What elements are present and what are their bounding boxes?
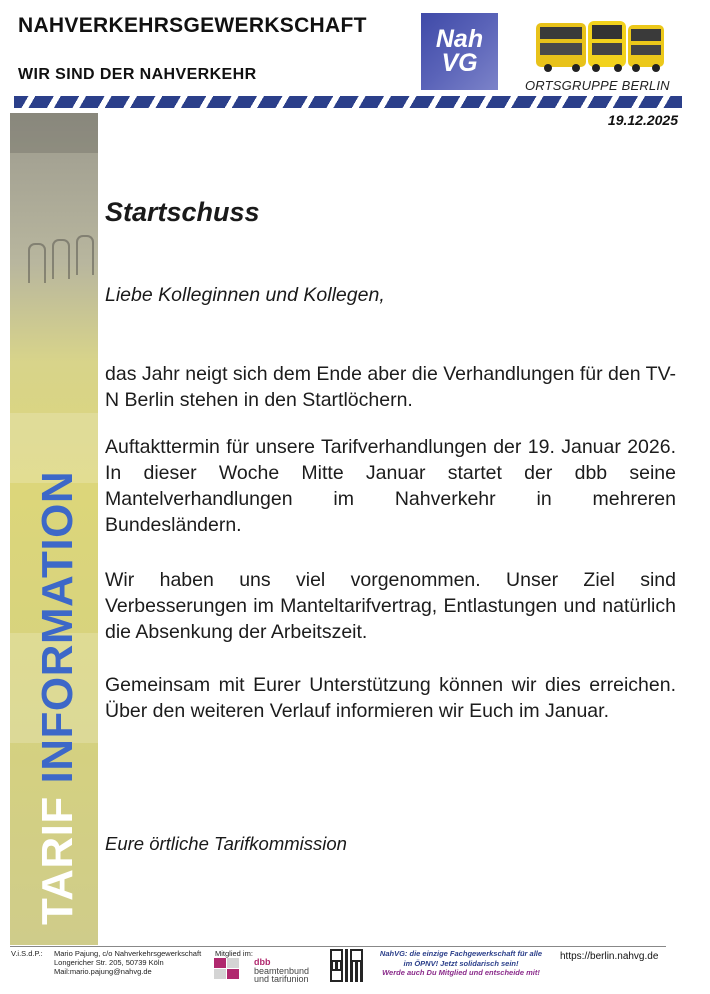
footer-divider [10, 946, 666, 947]
sidebar-word-tarif: TARIF [33, 796, 82, 925]
qr-code[interactable] [330, 949, 363, 982]
logo-line1: Nah [435, 25, 484, 53]
slogan-line: Werde auch Du Mitglied und entscheide mit! [382, 968, 540, 977]
paragraph: Auftakttermin für unsere Tarifverhandlungen der 19. Januar 2026. In dieser Woche Mitte Januar startet der dbb seine Mantelverhandlungen im Nahverkehr in mehreren Bundesländern. [105, 436, 676, 536]
member-label: Mitglied im: [215, 949, 253, 958]
logo-line2: VG [441, 49, 478, 77]
footer-address [54, 949, 201, 976]
dbb-line: beamtenbund [254, 965, 310, 976]
website-link[interactable]: https://berlin.nahvg.de [560, 951, 659, 962]
headline: Startschuss [105, 197, 260, 227]
dbb-logo-mark [214, 958, 240, 980]
address-line: Mario Pajung, c/o Nahverkehrsgewerkschaft [54, 949, 202, 958]
header-stripe-divider [14, 96, 682, 108]
membership-slogan [366, 949, 556, 978]
dbb-line: dbb [254, 957, 271, 967]
slogan-line: im ÖPNV! Jetzt solidarisch sein! [403, 958, 519, 968]
greeting: Liebe Kolleginnen und Kollegen, [105, 284, 385, 306]
nahvg-logo [421, 13, 498, 90]
visdp-label: V.i.S.d.P.: [11, 949, 43, 958]
address-email: Mail:mario.pajung@nahvg.de [54, 967, 152, 976]
paragraph: das Jahr neigt sich dem Ende aber die Verhandlungen für den TV-N Berlin stehen in den Startlöchern. [105, 363, 676, 411]
header-slogan: WIR SIND DER NAHVERKEHR [18, 66, 257, 83]
sidebar-word-information: INFORMATION [33, 470, 82, 784]
ortsgruppe-label: ORTSGRUPPE BERLIN [525, 78, 670, 93]
address-line: Longericher Str. 205, 50739 Köln [54, 958, 164, 967]
paragraph: Gemeinsam mit Eurer Unterstützung können wir dies erreichen. Über den weiteren Verlauf informieren wir Euch im Januar. [105, 674, 676, 722]
signature: Eure örtliche Tarifkommission [105, 833, 347, 854]
dbb-logo-text [254, 958, 309, 984]
slogan-line: NahVG: die einzige Fachgewerkschaft für alle [379, 949, 543, 958]
buses-image [536, 11, 666, 73]
document-date: 19.12.2025 [607, 112, 678, 128]
paragraph: Wir haben uns viel vorgenommen. Unser Ziel sind Verbesserungen im Manteltarifvertrag, Entlastungen und natürlich die Absenkung der Arbeitszeit. [105, 569, 676, 643]
org-name: NAHVERKEHRSGEWERKSCHAFT [18, 14, 367, 37]
dbb-line: und tarifunion [254, 974, 309, 984]
sidebar-vertical-title [33, 471, 83, 925]
